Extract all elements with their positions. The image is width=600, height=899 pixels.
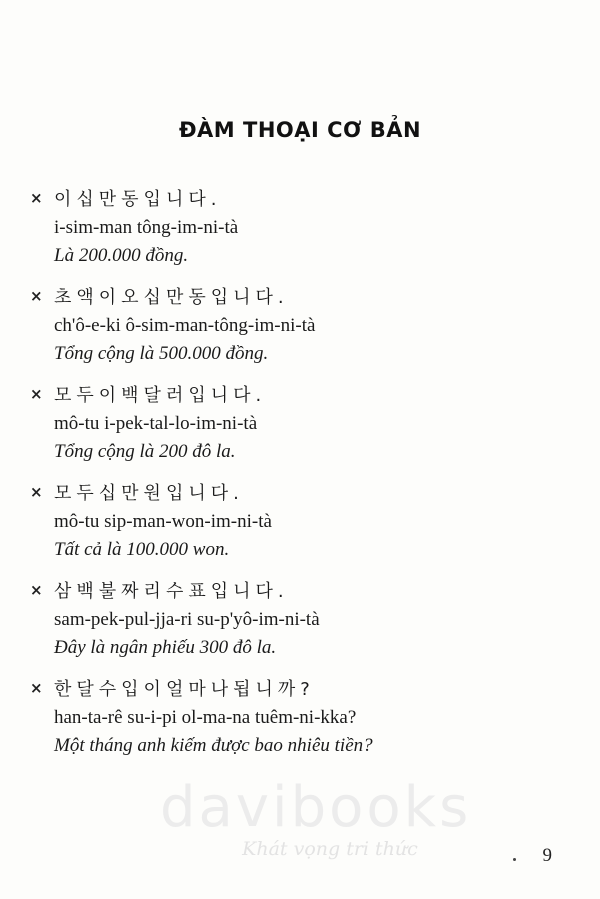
vietnamese-translation: Tất cả là 100.000 won. — [54, 539, 230, 560]
romanization: ch'ô-e-ki ô-sim-man-tông-im-ni-tà — [54, 315, 316, 336]
bullet-mark: × — [30, 385, 43, 403]
phrase-entry — [30, 284, 570, 382]
vietnamese-translation: Tổng cộng là 500.000 đồng. — [54, 343, 269, 364]
bullet-mark: × — [30, 679, 43, 697]
phrase-entry — [30, 676, 570, 774]
page-title: ĐÀM THOẠI CƠ BẢN — [178, 118, 422, 142]
bullet-mark: × — [30, 189, 43, 207]
korean-sentence: 모두십만원입니다. — [54, 483, 244, 504]
romanization: han-ta-rê su-i-pi ol-ma-na tuêm-ni-kka? — [54, 707, 357, 728]
dot-mark — [513, 858, 516, 861]
phrase-list — [30, 186, 570, 774]
vietnamese-translation: Đây là ngân phiếu 300 đô la. — [54, 637, 277, 658]
phrase-entry — [30, 578, 570, 676]
romanization: mô-tu i-pek-tal-lo-im-ni-tà — [54, 413, 258, 434]
vietnamese-translation: Tổng cộng là 200 đô la. — [54, 441, 236, 462]
page-number: 9 — [542, 845, 552, 866]
watermark-brand: davibooks — [160, 775, 472, 840]
romanization: mô-tu sip-man-won-im-ni-tà — [54, 511, 272, 532]
watermark-slogan: Khát vọng tri thức — [242, 838, 418, 860]
korean-sentence: 모두이백달러입니다. — [54, 385, 267, 406]
korean-sentence: 한달수입이얼마나됩니까? — [54, 679, 315, 700]
romanization: sam-pek-pul-jja-ri su-p'yô-im-ni-tà — [54, 609, 320, 630]
phrase-entry — [30, 382, 570, 480]
korean-sentence: 삼백불짜리수표입니다. — [54, 581, 289, 602]
bullet-mark: × — [30, 287, 43, 305]
korean-sentence: 이십만동입니다. — [54, 189, 222, 210]
vietnamese-translation: Một tháng anh kiếm được bao nhiêu tiền? — [54, 735, 373, 756]
watermark — [160, 775, 472, 860]
bullet-mark: × — [30, 581, 43, 599]
vietnamese-translation: Là 200.000 đồng. — [54, 245, 189, 266]
phrase-entry — [30, 480, 570, 578]
bullet-mark: × — [30, 483, 43, 501]
korean-sentence: 초액이오십만동입니다. — [54, 287, 289, 308]
romanization: i-sim-man tông-im-ni-tà — [54, 217, 239, 238]
phrase-entry — [30, 186, 570, 284]
